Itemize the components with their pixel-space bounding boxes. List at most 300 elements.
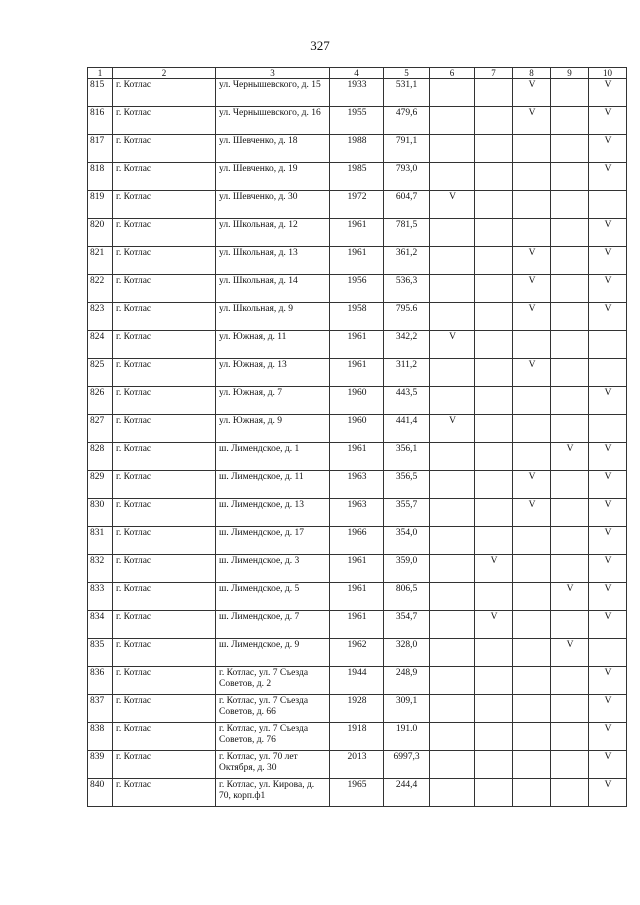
mark-col-7-cell (475, 723, 513, 751)
mark-col-7-cell (475, 415, 513, 443)
mark-col-6-cell (430, 723, 475, 751)
mark-col-9-cell (551, 303, 589, 331)
column-header-7: 7 (475, 68, 513, 79)
row-number-cell: 826 (88, 387, 113, 415)
mark-col-7-cell (475, 751, 513, 779)
mark-col-8-cell (513, 443, 551, 471)
city-cell: г. Котлас (113, 611, 216, 639)
year-built-cell: 1961 (330, 247, 384, 275)
area-cell: 479,6 (384, 107, 430, 135)
header-row (88, 68, 627, 79)
mark-col-6-cell (430, 779, 475, 807)
table-row (88, 779, 627, 807)
mark-col-6-cell (430, 107, 475, 135)
mark-col-9-cell (551, 751, 589, 779)
mark-col-10-cell: V (589, 303, 627, 331)
row-number-cell: 828 (88, 443, 113, 471)
column-header-4: 4 (330, 68, 384, 79)
area-cell: 361,2 (384, 247, 430, 275)
mark-col-10-cell (589, 359, 627, 387)
address-cell: г. Котлас, ул. 70 лет Октября, д. 30 (216, 751, 330, 779)
mark-col-8-cell (513, 555, 551, 583)
year-built-cell: 1956 (330, 275, 384, 303)
row-number-cell: 819 (88, 191, 113, 219)
mark-col-7-cell (475, 779, 513, 807)
mark-col-10-cell: V (589, 163, 627, 191)
year-built-cell: 2013 (330, 751, 384, 779)
table-row (88, 163, 627, 191)
row-number-cell: 833 (88, 583, 113, 611)
column-header-10: 10 (589, 68, 627, 79)
address-cell: ш. Лимендское, д. 11 (216, 471, 330, 499)
area-cell: 536,3 (384, 275, 430, 303)
row-number-cell: 825 (88, 359, 113, 387)
mark-col-6-cell (430, 247, 475, 275)
mark-col-6-cell (430, 751, 475, 779)
mark-col-9-cell (551, 471, 589, 499)
row-number-cell: 821 (88, 247, 113, 275)
row-number-cell: 818 (88, 163, 113, 191)
table-row (88, 303, 627, 331)
area-cell: 441,4 (384, 415, 430, 443)
area-cell: 781,5 (384, 219, 430, 247)
mark-col-8-cell (513, 611, 551, 639)
mark-col-6-cell (430, 275, 475, 303)
row-number-cell: 816 (88, 107, 113, 135)
year-built-cell: 1960 (330, 415, 384, 443)
row-number-cell: 832 (88, 555, 113, 583)
mark-col-10-cell: V (589, 723, 627, 751)
page-number: 327 (310, 38, 330, 53)
table-row (88, 107, 627, 135)
mark-col-9-cell (551, 611, 589, 639)
city-cell: г. Котлас (113, 779, 216, 807)
mark-col-9-cell: V (551, 583, 589, 611)
address-cell: ул. Южная, д. 13 (216, 359, 330, 387)
area-cell: 311,2 (384, 359, 430, 387)
mark-col-8-cell (513, 723, 551, 751)
mark-col-7-cell (475, 387, 513, 415)
mark-col-6-cell (430, 359, 475, 387)
city-cell: г. Котлас (113, 247, 216, 275)
mark-col-9-cell (551, 387, 589, 415)
mark-col-8-cell (513, 639, 551, 667)
city-cell: г. Котлас (113, 387, 216, 415)
column-header-9: 9 (551, 68, 589, 79)
mark-col-7-cell: V (475, 555, 513, 583)
column-header-1: 1 (88, 68, 113, 79)
area-cell: 6997,3 (384, 751, 430, 779)
address-cell: ш. Лимендское, д. 7 (216, 611, 330, 639)
table-row (88, 639, 627, 667)
mark-col-9-cell (551, 667, 589, 695)
city-cell: г. Котлас (113, 331, 216, 359)
row-number-cell: 823 (88, 303, 113, 331)
row-number-cell: 827 (88, 415, 113, 443)
mark-col-9-cell (551, 135, 589, 163)
area-cell: 354,7 (384, 611, 430, 639)
column-header-2: 2 (113, 68, 216, 79)
address-cell: ул. Чернышевского, д. 16 (216, 107, 330, 135)
year-built-cell: 1961 (330, 611, 384, 639)
mark-col-6-cell (430, 79, 475, 107)
mark-col-8-cell: V (513, 499, 551, 527)
area-cell: 604,7 (384, 191, 430, 219)
mark-col-8-cell (513, 583, 551, 611)
year-built-cell: 1944 (330, 667, 384, 695)
mark-col-7-cell (475, 443, 513, 471)
table-row (88, 219, 627, 247)
table-row (88, 387, 627, 415)
mark-col-7-cell (475, 79, 513, 107)
mark-col-8-cell (513, 695, 551, 723)
mark-col-10-cell: V (589, 751, 627, 779)
year-built-cell: 1961 (330, 219, 384, 247)
mark-col-8-cell: V (513, 303, 551, 331)
mark-col-9-cell (551, 779, 589, 807)
address-cell: ул. Шевченко, д. 18 (216, 135, 330, 163)
address-cell: г. Котлас, ул. 7 Съезда Советов, д. 2 (216, 667, 330, 695)
city-cell: г. Котлас (113, 359, 216, 387)
table-row (88, 331, 627, 359)
year-built-cell: 1918 (330, 723, 384, 751)
row-number-cell: 829 (88, 471, 113, 499)
city-cell: г. Котлас (113, 667, 216, 695)
mark-col-9-cell (551, 191, 589, 219)
year-built-cell: 1966 (330, 527, 384, 555)
area-cell: 359,0 (384, 555, 430, 583)
address-cell: ул. Школьная, д. 14 (216, 275, 330, 303)
city-cell: г. Котлас (113, 79, 216, 107)
address-cell: ул. Чернышевского, д. 15 (216, 79, 330, 107)
mark-col-10-cell: V (589, 219, 627, 247)
mark-col-7-cell (475, 275, 513, 303)
area-cell: 356,5 (384, 471, 430, 499)
mark-col-7-cell (475, 471, 513, 499)
year-built-cell: 1933 (330, 79, 384, 107)
mark-col-10-cell (589, 191, 627, 219)
mark-col-10-cell: V (589, 779, 627, 807)
city-cell: г. Котлас (113, 219, 216, 247)
mark-col-9-cell (551, 499, 589, 527)
area-cell: 309,1 (384, 695, 430, 723)
mark-col-8-cell: V (513, 107, 551, 135)
mark-col-8-cell: V (513, 247, 551, 275)
city-cell: г. Котлас (113, 639, 216, 667)
table-row (88, 583, 627, 611)
area-cell: 328,0 (384, 639, 430, 667)
mark-col-8-cell (513, 387, 551, 415)
area-cell: 443,5 (384, 387, 430, 415)
mark-col-8-cell: V (513, 359, 551, 387)
mark-col-8-cell (513, 135, 551, 163)
city-cell: г. Котлас (113, 723, 216, 751)
mark-col-7-cell (475, 667, 513, 695)
table-row (88, 555, 627, 583)
mark-col-8-cell (513, 527, 551, 555)
mark-col-7-cell (475, 135, 513, 163)
city-cell: г. Котлас (113, 107, 216, 135)
address-cell: ш. Лимендское, д. 17 (216, 527, 330, 555)
mark-col-10-cell: V (589, 135, 627, 163)
column-header-5: 5 (384, 68, 430, 79)
mark-col-6-cell (430, 695, 475, 723)
mark-col-9-cell (551, 527, 589, 555)
city-cell: г. Котлас (113, 555, 216, 583)
row-number-cell: 835 (88, 639, 113, 667)
city-cell: г. Котлас (113, 695, 216, 723)
year-built-cell: 1988 (330, 135, 384, 163)
mark-col-6-cell: V (430, 191, 475, 219)
mark-col-7-cell (475, 359, 513, 387)
row-number-cell: 837 (88, 695, 113, 723)
mark-col-9-cell (551, 163, 589, 191)
table-body (88, 79, 627, 807)
row-number-cell: 831 (88, 527, 113, 555)
address-cell: г. Котлас, ул. 7 Съезда Советов, д. 66 (216, 695, 330, 723)
year-built-cell: 1958 (330, 303, 384, 331)
mark-col-10-cell: V (589, 471, 627, 499)
mark-col-7-cell (475, 499, 513, 527)
mark-col-10-cell: V (589, 107, 627, 135)
mark-col-6-cell (430, 527, 475, 555)
table-row (88, 723, 627, 751)
mark-col-9-cell: V (551, 443, 589, 471)
address-cell: ул. Южная, д. 9 (216, 415, 330, 443)
mark-col-10-cell: V (589, 527, 627, 555)
mark-col-8-cell: V (513, 471, 551, 499)
mark-col-9-cell (551, 107, 589, 135)
mark-col-6-cell (430, 555, 475, 583)
mark-col-10-cell: V (589, 555, 627, 583)
city-cell: г. Котлас (113, 135, 216, 163)
table-row (88, 667, 627, 695)
mark-col-6-cell (430, 639, 475, 667)
row-number-cell: 820 (88, 219, 113, 247)
city-cell: г. Котлас (113, 583, 216, 611)
row-number-cell: 834 (88, 611, 113, 639)
mark-col-8-cell (513, 219, 551, 247)
city-cell: г. Котлас (113, 163, 216, 191)
mark-col-6-cell (430, 499, 475, 527)
mark-col-6-cell (430, 583, 475, 611)
table-row (88, 275, 627, 303)
area-cell: 342,2 (384, 331, 430, 359)
table-row (88, 611, 627, 639)
mark-col-7-cell: V (475, 611, 513, 639)
mark-col-6-cell (430, 611, 475, 639)
mark-col-8-cell (513, 163, 551, 191)
address-cell: ул. Южная, д. 7 (216, 387, 330, 415)
city-cell: г. Котлас (113, 415, 216, 443)
area-cell: 531,1 (384, 79, 430, 107)
mark-col-10-cell: V (589, 499, 627, 527)
mark-col-9-cell (551, 555, 589, 583)
year-built-cell: 1963 (330, 471, 384, 499)
housing-table (87, 67, 627, 807)
year-built-cell: 1965 (330, 779, 384, 807)
mark-col-8-cell (513, 331, 551, 359)
area-cell: 355,7 (384, 499, 430, 527)
area-cell: 793,0 (384, 163, 430, 191)
table-row (88, 499, 627, 527)
row-number-cell: 817 (88, 135, 113, 163)
mark-col-10-cell: V (589, 247, 627, 275)
mark-col-9-cell (551, 359, 589, 387)
city-cell: г. Котлас (113, 471, 216, 499)
mark-col-9-cell (551, 415, 589, 443)
address-cell: ул. Школьная, д. 9 (216, 303, 330, 331)
mark-col-8-cell (513, 667, 551, 695)
year-built-cell: 1961 (330, 555, 384, 583)
mark-col-8-cell (513, 191, 551, 219)
row-number-cell: 822 (88, 275, 113, 303)
year-built-cell: 1960 (330, 387, 384, 415)
mark-col-10-cell: V (589, 275, 627, 303)
mark-col-9-cell (551, 219, 589, 247)
mark-col-7-cell (475, 303, 513, 331)
mark-col-10-cell: V (589, 79, 627, 107)
year-built-cell: 1961 (330, 359, 384, 387)
mark-col-9-cell (551, 275, 589, 303)
mark-col-7-cell (475, 191, 513, 219)
address-cell: ш. Лимендское, д. 5 (216, 583, 330, 611)
row-number-cell: 836 (88, 667, 113, 695)
area-cell: 244,4 (384, 779, 430, 807)
column-header-3: 3 (216, 68, 330, 79)
year-built-cell: 1972 (330, 191, 384, 219)
mark-col-6-cell (430, 135, 475, 163)
table-row (88, 359, 627, 387)
mark-col-8-cell: V (513, 79, 551, 107)
mark-col-7-cell (475, 639, 513, 667)
mark-col-10-cell: V (589, 583, 627, 611)
mark-col-6-cell (430, 667, 475, 695)
mark-col-7-cell (475, 583, 513, 611)
address-cell: ул. Шевченко, д. 30 (216, 191, 330, 219)
table-row (88, 471, 627, 499)
table-row (88, 443, 627, 471)
mark-col-8-cell (513, 415, 551, 443)
mark-col-7-cell (475, 247, 513, 275)
mark-col-9-cell (551, 331, 589, 359)
mark-col-6-cell (430, 219, 475, 247)
table-row (88, 527, 627, 555)
table-row (88, 695, 627, 723)
mark-col-10-cell: V (589, 695, 627, 723)
city-cell: г. Котлас (113, 751, 216, 779)
address-cell: ш. Лимендское, д. 9 (216, 639, 330, 667)
address-cell: ул. Школьная, д. 13 (216, 247, 330, 275)
address-cell: ш. Лимендское, д. 3 (216, 555, 330, 583)
table-row (88, 79, 627, 107)
column-header-6: 6 (430, 68, 475, 79)
address-cell: ул. Южная, д. 11 (216, 331, 330, 359)
table-row (88, 135, 627, 163)
column-header-8: 8 (513, 68, 551, 79)
area-cell: 248,9 (384, 667, 430, 695)
mark-col-10-cell: V (589, 667, 627, 695)
row-number-cell: 815 (88, 79, 113, 107)
area-cell: 356,1 (384, 443, 430, 471)
address-cell: ул. Школьная, д. 12 (216, 219, 330, 247)
mark-col-10-cell (589, 639, 627, 667)
year-built-cell: 1963 (330, 499, 384, 527)
area-cell: 795.6 (384, 303, 430, 331)
row-number-cell: 838 (88, 723, 113, 751)
row-number-cell: 824 (88, 331, 113, 359)
area-cell: 806,5 (384, 583, 430, 611)
address-cell: г. Котлас, ул. 7 Съезда Советов, д. 76 (216, 723, 330, 751)
table-row (88, 751, 627, 779)
year-built-cell: 1955 (330, 107, 384, 135)
mark-col-10-cell (589, 331, 627, 359)
mark-col-7-cell (475, 331, 513, 359)
mark-col-10-cell: V (589, 387, 627, 415)
mark-col-7-cell (475, 107, 513, 135)
mark-col-8-cell: V (513, 275, 551, 303)
year-built-cell: 1962 (330, 639, 384, 667)
area-cell: 354,0 (384, 527, 430, 555)
mark-col-6-cell (430, 163, 475, 191)
address-cell: г. Котлас, ул. Кирова, д. 70, корп.ф1 (216, 779, 330, 807)
year-built-cell: 1961 (330, 583, 384, 611)
city-cell: г. Котлас (113, 443, 216, 471)
row-number-cell: 830 (88, 499, 113, 527)
city-cell: г. Котлас (113, 499, 216, 527)
city-cell: г. Котлас (113, 527, 216, 555)
table-row (88, 415, 627, 443)
mark-col-10-cell (589, 415, 627, 443)
mark-col-6-cell (430, 471, 475, 499)
mark-col-9-cell: V (551, 639, 589, 667)
row-number-cell: 839 (88, 751, 113, 779)
mark-col-6-cell: V (430, 331, 475, 359)
city-cell: г. Котлас (113, 303, 216, 331)
city-cell: г. Котлас (113, 275, 216, 303)
area-cell: 791,1 (384, 135, 430, 163)
mark-col-10-cell: V (589, 611, 627, 639)
mark-col-9-cell (551, 723, 589, 751)
area-cell: 191.0 (384, 723, 430, 751)
year-built-cell: 1985 (330, 163, 384, 191)
mark-col-9-cell (551, 79, 589, 107)
mark-col-7-cell (475, 219, 513, 247)
mark-col-6-cell (430, 303, 475, 331)
city-cell: г. Котлас (113, 191, 216, 219)
table-row (88, 247, 627, 275)
year-built-cell: 1961 (330, 443, 384, 471)
table-row (88, 191, 627, 219)
row-number-cell: 840 (88, 779, 113, 807)
mark-col-7-cell (475, 527, 513, 555)
address-cell: ш. Лимендское, д. 1 (216, 443, 330, 471)
mark-col-6-cell (430, 387, 475, 415)
mark-col-9-cell (551, 695, 589, 723)
mark-col-7-cell (475, 695, 513, 723)
mark-col-9-cell (551, 247, 589, 275)
mark-col-8-cell (513, 751, 551, 779)
mark-col-6-cell (430, 443, 475, 471)
address-cell: ул. Шевченко, д. 19 (216, 163, 330, 191)
mark-col-10-cell: V (589, 443, 627, 471)
mark-col-7-cell (475, 163, 513, 191)
mark-col-6-cell: V (430, 415, 475, 443)
mark-col-8-cell (513, 779, 551, 807)
year-built-cell: 1961 (330, 331, 384, 359)
year-built-cell: 1928 (330, 695, 384, 723)
address-cell: ш. Лимендское, д. 13 (216, 499, 330, 527)
